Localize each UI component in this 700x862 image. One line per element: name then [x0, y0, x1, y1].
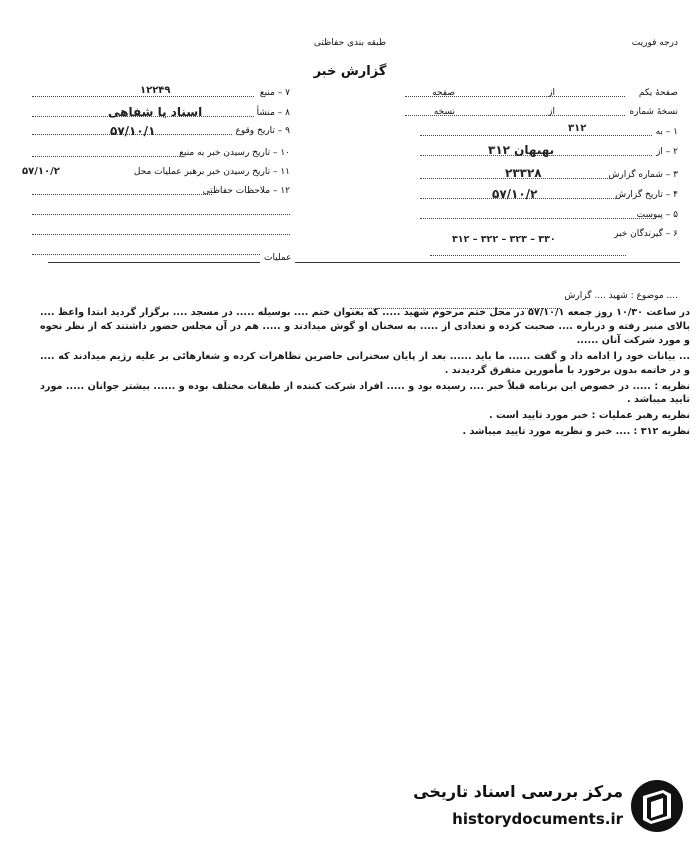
field-label: ۱۰ – تاریخ رسیدن خبر به منبع: [179, 148, 290, 158]
paragraph: نظریه ۳۱۲ : .... خبر و نظریه مورد تایید میباشد .: [462, 426, 690, 438]
field-label: صفحهٔ یکم: [638, 88, 678, 98]
archive-logo-icon: [629, 778, 685, 834]
field-label: ۱۲ – ملاحظات حفاظتی: [202, 186, 290, 196]
field-value: ۳۱۲ – ۳۲۲ – ۳۲۳ – ۳۳۰: [452, 234, 556, 245]
watermark: [405, 772, 685, 852]
field-label: ۷ – منبع: [259, 88, 290, 98]
watermark-url: historydocuments.ir: [452, 810, 623, 828]
field-label: از: [548, 107, 555, 117]
paragraph: در ساعت ۱۰/۳۰ روز جمعه ۵۷/۱۰/۱ در محل ختم مرحوم شهید ..... که بعنوان ختم .... بوسیله ..... در مسجد .... برگزار گردید ابتدا واعظ .... بالای منبر رفته و درباره .... صحبت کرده و تعدادی از ..... به سخنان او گوش میدادند و ..... هم در آن مجلس حضور داشتند که از نظر نحوه و مورد شرکت آنان ......: [40, 307, 691, 346]
field-value: ۳۱۲: [568, 123, 587, 134]
field-label: نسخهٔ شماره: [629, 107, 678, 117]
field-value: ۵۷/۱۰/۲: [22, 166, 60, 177]
field-value: ۳۱۲ بهبهان: [488, 143, 555, 157]
paragraph: نظریه : ..... در خصوص این برنامه قبلاً خبر .... رسیده بود و ..... افراد شرکت کننده از طبقات مختلف بوده و ...... بیشتر جوانان ..... مورد تایید میباشد .: [40, 380, 690, 406]
classification-label: طبقه بندی حفاظتی: [313, 38, 387, 48]
field-label: ۹ – تاریخ وقوع: [235, 126, 290, 136]
grade-label: عملیات: [260, 253, 295, 263]
section-divider: [48, 262, 680, 263]
field-label: ۵ – پیوست: [636, 210, 678, 220]
priority-label: درجه فوریت: [631, 38, 678, 48]
field-label: ۲ – از: [656, 147, 678, 157]
field-label: ۱ – به: [655, 127, 678, 137]
field-label: از: [548, 88, 555, 98]
field-value: اسناد یا شفاهی: [108, 105, 203, 119]
field-value: ۵۷/۱۰/۲: [492, 187, 538, 201]
paragraph: نظریه رهبر عملیات : خبر مورد تایید است .: [488, 410, 690, 422]
report-title: گزارش خبر: [313, 64, 387, 79]
field-label: ۶ – گیرندگان خبر: [613, 229, 678, 239]
field-label: ۸ – منشأ: [256, 108, 290, 118]
paragraph: ... بیانات خود را ادامه داد و گفت ...... ما باید ...... بعد از پایان سخنرانی حاضرین تظاهرات کرده و شعارهائی بر علیه رژیم میدادند که .... و در خاتمه بدون برخورد با مأمورین متفرق گردیدند .: [40, 350, 690, 376]
field-value: ۵۷/۱۰/۱: [110, 124, 156, 138]
field-label: صفحه: [432, 88, 455, 98]
field-label: ۴ – تاریخ گزارش: [615, 190, 678, 200]
field-value: ۲۳۳۲۸: [505, 166, 542, 180]
field-value: ۱۲۲۴۹: [140, 85, 171, 96]
field-label: نسخه: [433, 107, 455, 117]
report-body: [40, 306, 690, 441]
field-label: ۳ – شماره گزارش: [608, 170, 678, 180]
field-label: ۱۱ – تاریخ رسیدن خبر برهبر عملیات محل: [133, 167, 290, 177]
subject-line: موضوع : شهید .... گزارش ....: [564, 291, 678, 301]
watermark-title: مرکز بررسی اسناد تاریخی: [413, 782, 623, 801]
